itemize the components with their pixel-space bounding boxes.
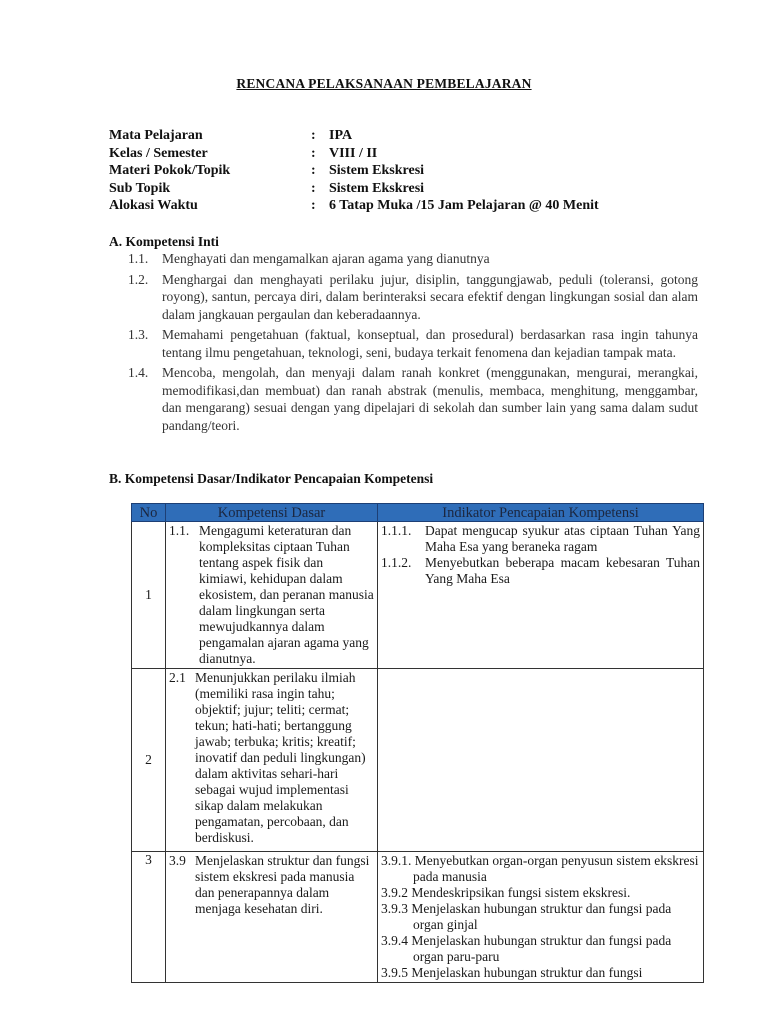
row-number: 1 [132,522,166,669]
row-number: 2 [132,669,166,852]
list-item-number: 1.3. [128,327,149,342]
competency-table [131,503,704,983]
info-value: 6 Tatap Muka /15 Jam Pelajaran @ 40 Menit [329,198,599,213]
list-item [128,326,698,361]
indicator-text: Menyebutkan beberapa macam kebesaran Tuhan Yang Maha Esa [425,555,700,586]
info-label: Mata Pelajaran [109,128,203,143]
table-row [132,522,704,669]
list-item-text: Menghayati dan mengamalkan ajaran agama yang dianutnya [162,251,490,266]
indicator-text: Dapat mengucap syukur atas ciptaan Tuhan Yang Maha Esa yang beraneka ragam [425,523,700,554]
info-colon: : [311,180,316,196]
indicator-line: 3.9.3 Menjelaskan hubungan struktur dan fungsi pada organ ginjal [381,901,672,932]
kd-number: 1.1. [169,523,190,538]
document-title: RENCANA PELAKSANAAN PEMBELAJARAN [236,76,532,91]
info-colon: : [311,163,316,178]
kd-text: Mengagumi keteraturan dan kompleksitas ciptaan Tuhan tentang aspek fisik dan kimiawi, kehidupan dalam ekosistem, dan peranan manusia dalam lingkungan serta mewujudkannya dalam pengamalan ajaran agama yang dianutnya. [199,523,374,666]
info-value: VIII / II [329,145,378,161]
info-colon: : [311,128,316,143]
kd-cell [166,669,378,852]
info-label: Materi Pokok/Topik [109,163,231,178]
indicator-number: 1.1.2. [381,555,412,570]
list-item [128,250,698,268]
indicator-cell [378,522,704,669]
list-item-number: 1.4. [128,365,149,380]
column-header-no: No [132,504,166,522]
list-item-text: Memahami pengetahuan (faktual, konseptual, dan prosedural) berdasarkan rasa ingin tahunya tentang ilmu pengetahuan, teknologi, seni, budaya terkait fenomena dan kejadian tampak mata. [162,327,698,360]
indicator-line: 3.9.2 Mendeskripsikan fungsi sistem ekskresi. [381,885,631,900]
list-item-number: 1.1. [128,251,149,266]
info-colon: : [311,198,316,213]
course-info [109,128,599,216]
info-colon: : [311,145,316,161]
info-row-topic [109,163,599,181]
section-a-title: A. Kompetensi Inti [109,234,219,249]
list-item-number: 1.2. [128,271,149,287]
indicator-line: 3.9.4 Menjelaskan hubungan struktur dan fungsi pada organ paru-paru [381,933,672,964]
info-label: Alokasi Waktu [109,198,198,213]
table-row [132,852,704,983]
kd-item [169,523,374,667]
section-b-title: B. Kompetensi Dasar/Indikator Pencapaian Kompetensi [109,471,434,486]
kd-text: Menunjukkan perilaku ilmiah (memiliki rasa ingin tahu; objektif; jujur; teliti; cermat; tekun; hati-hati; bertanggung jawab; terbuka; kritis; kreatif; inovatif dan peduli lingkungan) dalam aktivitas sehari-hari sebagai wujud implementasi sikap dalam melakukan pengamatan, percobaan, dan berdiskusi. [195,670,366,845]
list-item-text: Menghargai dan menghayati perilaku jujur, disiplin, tanggungjawab, peduli (toleransi, gotong royong), santun, percaya diri, dalam berinteraksi secara efektif dengan lingkungan sosial dan alam dalam jangkauan pergaulan dan keberadaannya. [162,271,698,322]
info-value: IPA [329,128,353,143]
kd-cell [166,522,378,669]
indicator-cell [378,669,704,852]
info-value: Sistem Ekskresi [329,180,425,196]
kd-text: Menjelaskan struktur dan fungsi sistem ekskresi pada manusia dan penerapannya dalam menjaga kesehatan diri. [195,853,370,916]
table-row [132,669,704,852]
indicator-line: 3.9.5 Menjelaskan hubungan struktur dan fungsi [381,965,643,980]
list-item-text: Mencoba, mengolah, dan menyaji dalam ranah konkret (menggunakan, mengurai, merangkai, memodifikasi,dan membuat) dan ranah abstrak (menulis, membaca, menghitung, menggambar, dan mengarang) sesuai dengan yang dipelajari di sekolah dan sumber lain yang sama dalam sudut pandang/teori. [162,365,698,433]
table-header-row [132,504,704,522]
info-label: Sub Topik [109,180,171,196]
core-competency-list [128,250,698,437]
kd-cell [166,852,378,983]
indicator-item [381,555,700,587]
info-row-subtopic [109,181,599,199]
indicator-cell [378,852,704,983]
indicator-item [381,523,700,555]
list-item [128,271,698,324]
kd-item [169,670,374,846]
info-label: Kelas / Semester [109,145,208,161]
info-value: Sistem Ekskresi [329,163,425,178]
kd-item [169,853,374,917]
info-row-subject [109,128,599,146]
indicator-line: 3.9.1. Menyebutkan organ-organ penyusun sistem ekskresi pada manusia [381,853,699,884]
kd-number: 3.9 [169,853,186,868]
info-row-time [109,198,599,216]
indicator-number: 1.1.1. [381,523,412,538]
column-header-ipk: Indikator Pencapaian Kompetensi [378,504,704,522]
list-item [128,364,698,434]
kd-number: 2.1 [169,670,186,685]
info-row-class [109,146,599,164]
row-number: 3 [132,852,166,983]
column-header-kd: Kompetensi Dasar [166,504,378,522]
